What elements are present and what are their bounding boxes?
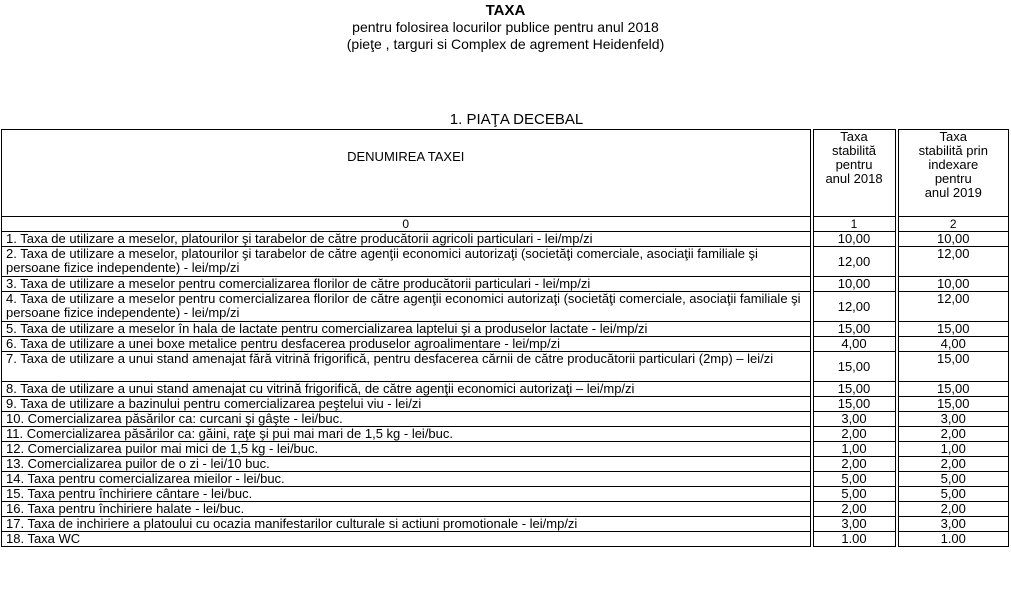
tax-name-cell: 5. Taxa de utilizare a meselor în hala de lactate pentru comercializarea laptelui şi a produselor lactate - lei/mp/zi: [2, 322, 812, 337]
tax-name-cell: 1. Taxa de utilizare a meselor, platourilor şi tarabelor de către producătorii agricoli particulari - lei/mp/zi: [2, 232, 812, 247]
table-row: [2, 397, 1009, 412]
table-row: [2, 517, 1009, 532]
document-subtitle-line1: pentru folosirea locurilor publice pentru anul 2018: [352, 19, 659, 35]
column-header-2019-line: anul 2019: [924, 185, 982, 200]
tax-2018-cell: 15,00: [812, 322, 897, 337]
tax-2018-cell: 2,00: [812, 427, 897, 442]
column-index-row: [2, 217, 1009, 232]
tax-name-cell: 14. Taxa pentru comercializarea mieilor - lei/buc.: [2, 472, 812, 487]
tax-name-cell: 3. Taxa de utilizare a meselor pentru comercializarea florilor de către producătorii particulari - lei/mp/zi: [2, 277, 812, 292]
tax-2018-cell: 3,00: [812, 412, 897, 427]
table-row: [2, 472, 1009, 487]
table-row: [2, 292, 1009, 322]
tax-2018-cell: 15,00: [812, 382, 897, 397]
tax-2018-cell: 2,00: [812, 502, 897, 517]
column-header-2018: [812, 130, 897, 217]
tax-2018-cell: 12,00: [812, 247, 897, 277]
tax-2018-cell: 10,00: [812, 277, 897, 292]
tax-2018-cell: 15,00: [812, 397, 897, 412]
tax-2019-cell: 15,00: [897, 397, 1009, 412]
tax-2018-cell: 5,00: [812, 487, 897, 502]
column-header-2019-line: pentru: [934, 171, 972, 186]
tax-2018-cell: 4,00: [812, 337, 897, 352]
tax-name-cell: 8. Taxa de utilizare a unui stand amenajat cu vitrină frigorifică, de către agenţii economici autorizaţi – lei/mp/zi: [2, 382, 812, 397]
column-header-2019-line: Taxa: [939, 129, 967, 144]
tax-2018-cell: 3,00: [812, 517, 897, 532]
tax-2019-cell: 1,00: [897, 442, 1009, 457]
table-row: [2, 337, 1009, 352]
tax-2019-cell: 2,00: [897, 457, 1009, 472]
table-row: [2, 232, 1009, 247]
table-row: [2, 502, 1009, 517]
table-row: [2, 412, 1009, 427]
tax-name-cell: 10. Comercializarea păsărilor ca: curcani şi gâşte - lei/buc.: [2, 412, 812, 427]
document-subtitle-line2: (pieţe , targuri si Complex de agrement Heidenfeld): [346, 36, 665, 52]
column-index-1: 1: [812, 217, 897, 232]
tax-name-cell: 2. Taxa de utilizare a meselor, platourilor şi tarabelor de către agenţii economici autorizaţi (societăţi comerciale, asociaţii familiale şi persoane fizice independente) - lei/mp/zi: [2, 247, 812, 277]
tax-2019-cell: 2,00: [897, 427, 1009, 442]
column-index-2: 2: [897, 217, 1009, 232]
tax-name-cell: 11. Comercializarea păsărilor ca: găini, raţe şi pui mai mari de 1,5 kg - lei/buc.: [2, 427, 812, 442]
tax-table: [1, 129, 1009, 547]
tax-2019-cell: 4,00: [897, 337, 1009, 352]
tax-2019-cell: 5,00: [897, 472, 1009, 487]
column-index-0: 0: [2, 217, 812, 232]
table-row: [2, 487, 1009, 502]
tax-2019-cell: 15,00: [897, 322, 1009, 337]
table-row: [2, 277, 1009, 292]
tax-2019-cell: 10,00: [897, 277, 1009, 292]
section-title: 1. PIAŢA DECEBAL: [449, 111, 584, 128]
column-header-2019-line: indexare: [928, 157, 979, 172]
table-row: [2, 382, 1009, 397]
table-row: [2, 352, 1009, 382]
tax-2019-cell: 12,00: [897, 247, 1009, 277]
column-header-name: DENUMIREA TAXEI: [2, 130, 812, 217]
column-header-2018-line: stabilită: [831, 143, 877, 158]
tax-2019-cell: 1.00: [897, 532, 1009, 547]
table-row: [2, 247, 1009, 277]
tax-2019-cell: 5,00: [897, 487, 1009, 502]
tax-2019-cell: 2,00: [897, 502, 1009, 517]
table-row: [2, 457, 1009, 472]
column-header-2018-line: Taxa: [840, 129, 868, 144]
tax-2019-cell: 10,00: [897, 232, 1009, 247]
column-header-2019: [897, 130, 1009, 217]
tax-2018-cell: 5,00: [812, 472, 897, 487]
tax-name-cell: 4. Taxa de utilizare a meselor pentru comercializarea florilor de către agenţii economici autorizaţi (societăţi comerciale, asociaţii familiale şi persoane fizice independente) - lei/mp/zi: [2, 292, 812, 322]
table-row: [2, 532, 1009, 547]
tax-2018-cell: 10,00: [812, 232, 897, 247]
tax-name-cell: 17. Taxa de inchiriere a platoului cu ocazia manifestarilor culturale si actiuni promotionale - lei/mp/zi: [2, 517, 812, 532]
table-row: [2, 442, 1009, 457]
tax-2018-cell: 15,00: [812, 352, 897, 382]
tax-name-cell: 6. Taxa de utilizare a unei boxe metalice pentru desfacerea produselor agroalimentare - lei/mp/zi: [2, 337, 812, 352]
tax-name-cell: 15. Taxa pentru închiriere cântare - lei/buc.: [2, 487, 812, 502]
table-row: [2, 322, 1009, 337]
document-title: TAXA: [485, 2, 526, 19]
document-header: [0, 2, 1011, 53]
tax-name-cell: 16. Taxa pentru închiriere halate - lei/buc.: [2, 502, 812, 517]
tax-2019-cell: 3,00: [897, 412, 1009, 427]
tax-2018-cell: 2,00: [812, 457, 897, 472]
tax-2018-cell: 12,00: [812, 292, 897, 322]
tax-name-cell: 7. Taxa de utilizare a unui stand amenajat fără vitrină frigorifică, pentru desfacerea cărnii de către producătorii particulari (2mp) – lei/zi: [2, 352, 812, 382]
tax-name-cell: 12. Comercializarea puilor mai mici de 1,5 kg - lei/buc.: [2, 442, 812, 457]
tax-2018-cell: 1,00: [812, 442, 897, 457]
tax-2019-cell: 12,00: [897, 292, 1009, 322]
column-header-2018-line: anul 2018: [825, 171, 883, 186]
table-row: [2, 427, 1009, 442]
column-header-2018-line: pentru: [835, 157, 873, 172]
tax-name-cell: 13. Comercializarea puilor de o zi - lei/10 buc.: [2, 457, 812, 472]
tax-name-cell: 9. Taxa de utilizare a bazinului pentru comercializarea peştelui viu - lei/zi: [2, 397, 812, 412]
tax-2019-cell: 15,00: [897, 352, 1009, 382]
tax-2019-cell: 3,00: [897, 517, 1009, 532]
table-header-row: [2, 130, 1009, 217]
tax-2018-cell: 1.00: [812, 532, 897, 547]
tax-name-cell: 18. Taxa WC: [2, 532, 812, 547]
column-header-2019-line: stabilită prin: [918, 143, 988, 158]
tax-2019-cell: 15,00: [897, 382, 1009, 397]
